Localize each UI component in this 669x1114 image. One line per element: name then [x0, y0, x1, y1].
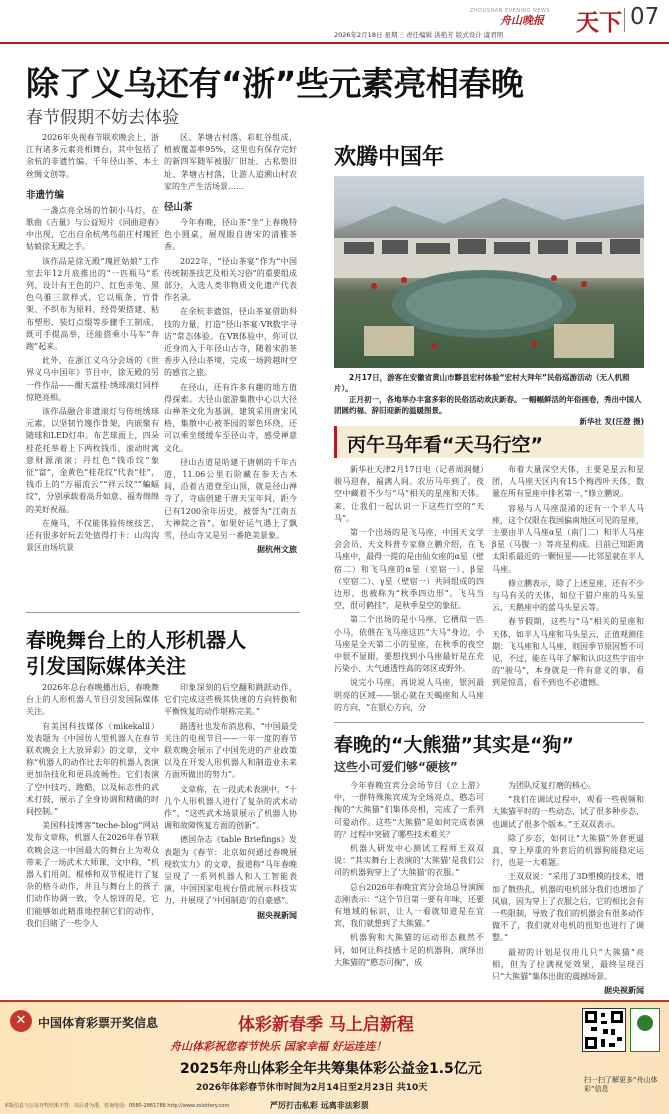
masthead-en-name: ZHOUSHAN EVENING NEWS: [470, 8, 551, 14]
panda-paragraph: 王双双说：“采用了3D塑模的技术，增加了散热孔，机器的电机部分我们也增加了风扇，因为穿上了衣服之后，它的相比会有一些限制，导致了我们的机器会有很多动作做不了，我们就对电机的扭矩也进行了调整。”: [492, 872, 644, 943]
lead-subhead-tea: 径山茶: [164, 202, 193, 214]
feature-caption-2: 正月初一，各地举办丰富多彩的民俗活动欢庆新春。一幅幅鲜活的年俗画卷，秀出中国人团圆约福、辞旧迎新的温暖图景。: [334, 395, 642, 415]
tianma-paragraph: 容易与人马座混淆的还有一个半人马座，这个仅限在我国偏南地区可见的星座，主要由半人马座α星（南门二）和半人马座β星（马腹一）等亮星构成。目前已知距离太阳系最近的一颗恒星——比邻星就在半人马座。: [492, 503, 644, 574]
lead-paragraph: 一盏点亮全场的竹制小马灯，在歌曲《吉量》与公益短片《同曲迎春》中出现，它出自余杭鸬鸟前庄村瑰匠姑娘徐无殿之手。: [26, 205, 159, 252]
tianma-paragraph: 春节假期，这些与“马”相关的星座和天体，如半人马座和马头星云，正值观测佳期：飞马座和人马座，则因季节原因暂不可见，不过，能在马年了解和认识这些宇宙中的“骏马”，本身就是一件有意义的事，看到是惊喜，看不到也不必遗憾。: [492, 617, 644, 688]
masthead-meta: 2026年2月18日 星期三 责任编辑 洪艳芳 版式设计 虞君明: [334, 31, 504, 39]
panda-paragraph: 总台2026年春晚宜宾分会场总导演顾志刚表示：“这个节目第一要有年味，还要有地域的标识，让人一看就知道是在宜宾，我们就想到了大熊猫。”: [334, 882, 484, 929]
robot-title-line-1: 春晚舞台上的人形机器人: [26, 628, 246, 652]
robot-paragraph: 德国杂志《table Briefings》发表题为《春节：北京如何通过春晚展现软实力》的文章，报道称“马年春晚呈现了一系列机器人和人工智能表演，中国国家电视台借此展示科技实力，并展现了‘中国制造’的自豪感”。: [164, 835, 297, 906]
lead-column-2: [164, 132, 297, 555]
panda-paragraph: 今年春晚宜宾分会场节目《立上游》中，一群特殊熊宾成为全场亮点，憨态可掬的“大熊猫”们集体亮相，完成了一系列可爱动作。这些“大熊猫”是如何完成表演的？过程中突破了哪些技术难关？: [334, 781, 484, 839]
lead-paragraph: 在径山，还有许多有趣的地方值得探索。大径山旅游集散中心以大径山禅茶文化为基调，建筑采用唐宋风格，集散中心被茶园的翠色环绕，还可以乘坐缓缓车至径山寺，感受禅意文化。: [164, 382, 297, 453]
lead-paragraph: 2026年央视春节联欢晚会上，浙江有诸多元素亮相舞台，其中包括了余杭的非遗竹编、千年径山茶、本土丝绸文创等。: [26, 133, 159, 179]
masthead: [0, 0, 669, 42]
lead-paragraph: 2022年，“径山茶宴”作为“中国传统制茶技艺及相关习俗”的重要组成部分，入选人类非物质文化遗产代表作名录。: [164, 256, 297, 303]
robot-paragraph: 文章称，在一段武术表演中，“十几个人形机器人进行了复杂的武术动作”，“这些武术场景展示了机器人协调和故障恢复方面的创新”。: [164, 784, 297, 831]
robot-column-2: [164, 682, 297, 921]
feature-credit: 新华社 发(汪澄 摄): [579, 417, 644, 426]
robot-paragraph: 印象深刻的后空翻和跳跃动作，它们完成这些极其快速的方向转换和平衡恢复的动作堪称完美。”: [164, 683, 297, 717]
robot-paragraph: 有美国科技媒体（mikekalil）发表题为《中国仿人型机器人在春节联欢晚会上大放异彩》的文章，文中称“机器人的动作比去年的机器人表演更加杂技化和更具流畅性。它们表演了空中技巧、跑酷，以及标志性的武术打鼓，展示了全身协调和精确的时间控制。”: [26, 721, 159, 817]
robot-rule: [26, 612, 300, 613]
panda-column-2: [492, 780, 644, 996]
masthead-logo: 舟山晚报: [500, 14, 544, 27]
robot-paragraph: 美国科技博客“teche-blog”网站发布文章称，机器人在2026年春节联欢晚会这一中国最大的舞台上为观众带来了一场武术大师课，文中称，“机器人们用剑、棍棒和双节棍进行了复杂的格斗动作，并且与舞台上的孩子们动作协调一致，令人惊讶的是，它们能够如此精准地控制它们的动作，我们目睹了一些令人: [26, 821, 159, 928]
tianma-title-box: [334, 426, 644, 458]
emblem-icon: [637, 1015, 653, 1031]
lead-credit: 据杭州文旅: [257, 545, 297, 555]
panda-paragraph: 机器人研发中心测试工程师王双双说：“其实舞台上表演的‘大熊猫’是我们公司的机器狗穿上了‘大熊猫’的衣服。”: [334, 844, 484, 878]
qr-pattern-icon: [583, 1009, 625, 1051]
panda-column-1: [334, 780, 484, 971]
panda-credit: 据央视新闻: [604, 986, 644, 996]
lottery-qr-code[interactable]: [582, 1008, 626, 1052]
lottery-qr-caption: 扫一扫了解更多“舟山体彩”信息: [584, 1076, 658, 1093]
tianma-paragraph: 说完小马座，再说说人马座，银河最明亮的区域——银心就在天蝎座和人马座的方向，“在银心方向，分: [334, 678, 484, 712]
panda-paragraph: “我们在调试过程中，观看一些视频和大熊猫平时的一些动态，试了很多种步态，也调试了很多个版本。”王双双表示。: [492, 795, 644, 829]
lottery-logo: ✕: [10, 1010, 32, 1032]
masthead-rule: [0, 42, 669, 44]
feature-caption-1: 2月17日，游客在安徽省黄山市黟县宏村体验“宏村大拜年”民俗巡游活动（无人机照片）。: [334, 373, 630, 393]
lottery-bottom-mid: 严厉打击私彩 远离非法彩票: [270, 1101, 369, 1110]
panda-title: 春晚的“大熊猫”其实是“狗”: [334, 734, 574, 756]
tianma-paragraph: 修立鹏表示，除了上述星座，还有不少与马有关的天体，如位于猎户座的马头星云、天鹅座中的蓝马头星云等。: [492, 578, 644, 613]
lead-paragraph: 此外，在浙江义乌分会场的《世界义乌中国年》节目中，徐无殿的另一件作品——酣天富桂·绣球滚灯同样惊艳亮相。: [26, 356, 159, 402]
lead-paragraph: 在俺马，不仅能体验传统技艺，还有很多好玩去处值得打卡：山沟沟景区由场坑景: [26, 518, 159, 553]
panda-paragraph: 机器狗和大熊猫的运动形态截然不同，如何让科技感十足的机器狗，演绎出大熊猫的“憨态可掬”，成: [334, 933, 484, 967]
section-name: 天下: [576, 9, 622, 36]
lead-paragraph: 区、茅塘古村落、彩虹谷组成，植被覆盖率95%，这里也有保存完好的新四军随军被服厂旧址、古私塾旧址、茅塘古村落，让游人追溯山村农家的生产生活场景……: [164, 133, 297, 191]
tianma-paragraph: 新华社天津2月17日电（记者周润健）骏马迎春，福满人间。农历马年到了，夜空中藏着不少与“马”相关的星座和天体。来，让我们一起认识一下这些行空的“天马”。: [334, 465, 484, 523]
lead-subhead-bamboo: 非遗竹编: [26, 189, 65, 201]
lead-paragraph: 今年春晚，径山茶“坐”上春晚特色小圆桌，展现眼自唐宋的清雅茶香。: [164, 218, 297, 252]
feature-photo: [334, 176, 644, 368]
tianma-paragraph: 布着大量深空天体，主要是星云和星团，人马座天区内有15个梅西叶天体，数量在所有星座中排名第一，”修立鹏说。: [492, 465, 644, 499]
lottery-emblem: [630, 1008, 660, 1052]
tianma-paragraph: 第二个出场的是小马座，它栖似一匹小马，依偎在飞马座这匹“大马”身边，小马座是全天第二小的星座，在秋季的夜空中很不显眼，要想找到小马座最好是在充污染小、大气通透性高的郊区或野外。: [334, 615, 484, 674]
lead-title: 除了义乌还有“浙”些元素亮相春晚: [26, 64, 524, 103]
lead-column-1: [26, 132, 159, 557]
robot-credit: 据央视新闻: [257, 910, 297, 920]
panda-paragraph: 除了步态，如何让“大熊猫”外套更逼真，穿上厚重的外套后的机器狗能稳定运行，也是一大难题。: [492, 833, 644, 868]
panda-paragraph: 最初的计划是仅用几只“大熊猫”亮相，但为了拉满视觉效果，最终呈现百只“大熊猫”集体出街的震撼场景。: [492, 947, 644, 982]
masthead-divider: [624, 8, 625, 32]
lottery-left-title: 中国体育彩票开奖信息: [38, 1016, 159, 1030]
panda-paragraph: 为团队反复打磨的核心。: [508, 781, 596, 790]
lead-paragraph: 该作品融合非遗滚灯与传统绣球元素，以坚韧竹篾作骨架，内嵌聚有随球和LED灯串。布艺球面上，四朵桂花托举着上下两枚钱币，滚动时寓意财源滚滚；丹红色“钱币纹”象征“富”，金黄色“桂花纹”代表“桂”，钱币上的“万福流云”“祥云纹”“蝙蝠纹”，分别承载着高升如意、福寿绵绵的美好祝福。: [26, 407, 159, 514]
lottery-time: 2026年体彩春节休市时间为2月14日至2月23日 共10天: [196, 1083, 428, 1093]
lead-paragraph: 在余杭非遗馆，径山茶宴借助科技的力量，打造“径山茶宴·VR数字寻访”常态体验。在VR体验中，你可以近身而入于年径山古寺，随着宋韵茶香步入径山茶境，完成一场跨越时空的感官之旅。: [164, 307, 297, 378]
page-number: 07: [630, 4, 660, 30]
lead-subtitle: 春节假期不妨去体验: [26, 108, 179, 128]
tianma-column-1: [334, 464, 484, 716]
feature-title: 欢腾中国年: [334, 145, 445, 170]
feature-photo-scene: [334, 176, 644, 368]
panda-subtitle: 这些小可爱们够“硬核”: [334, 760, 458, 774]
lead-paragraph: 该作品是徐无殿“瑰匠姑娘”工作室去年12月底推出的“一匹瓶马”系列，设计有王色的户、红色赤兔、黑色乌骓三款样式，它以瓶条、竹骨架、不织布为原料，经骨架搭建、粘布塑形、装灯点缀等步骤手工制成，既可手提高举，还能搭乘小马车“奔跑”起来。: [26, 256, 159, 352]
panda-rule: [334, 722, 644, 723]
robot-column-1: [26, 682, 159, 932]
robot-title-line-2: 引发国际媒体关注: [26, 654, 186, 678]
tianma-paragraph: 第一个出场的是飞马座，中国天文学会会员、天文科普专家修立鹏介绍，在飞马座中，最得一提的是由仙女座的α星（壁宿二）和飞马座的α星（室宿一）、β星（室宿二）、γ星（壁宿一）共同组成的四边形，也被称为“秋季四边形”。飞马当空，很可鹤挂”，是秋季星空的象征。: [334, 528, 484, 611]
feature-caption: [334, 372, 644, 427]
lottery-head: 体彩新春季 马上启新程: [238, 1015, 414, 1035]
lead-paragraph: 径山古道是哈建于唐朝的千年古道，11.06公里石阶藏在参天古木间，沿着古道登至山顶，就是径山禅寺了，寺庙创建于唐天宝年间，距今已有1200余年历史，被誉为“江南五大禅院之首”。如果好运气遇上了飘雪，径山寺又是另一番艳美景象。: [164, 457, 297, 541]
robot-paragraph: 2026年总台春晚播出后，春晚舞台上的人形机器人节目引发国际媒体关注。: [26, 683, 159, 717]
lottery-slogan: 舟山体彩祝您春节快乐 国家幸福 好运连连！: [170, 1040, 387, 1053]
lottery-main: 2025年舟山体彩全年共筹集体彩公益金1.5亿元: [180, 1061, 482, 1077]
tianma-title: 丙午马年看“天马行空”: [347, 434, 543, 456]
lottery-ad: [0, 1000, 669, 1114]
robot-paragraph: 路透社也发布消息称，“中国最受关注的电视节目——一年一度的春节联欢晚会展示了中国先进的产业政策以及在开发人形机器人和制造业未来方面所做出的努力”。: [164, 721, 297, 780]
tianma-column-2: [492, 464, 644, 692]
lottery-bottom-left: 本版信息与公证开奖结果不符，以后者为准。咨询电话：0580-2861788 http://www.zslottery.com: [4, 1103, 230, 1109]
